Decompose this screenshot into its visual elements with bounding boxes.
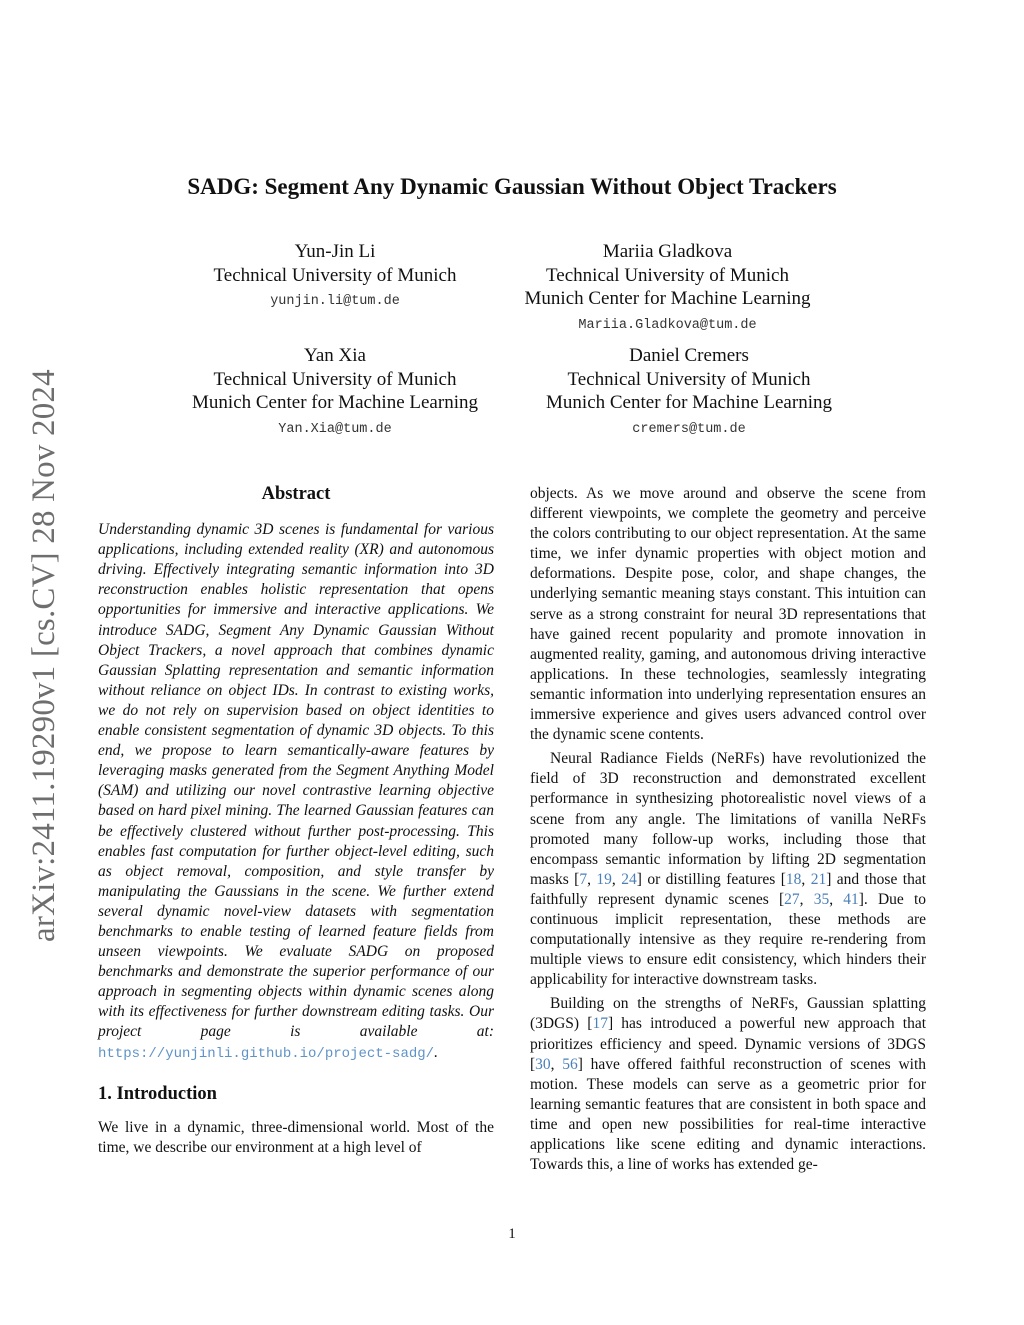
project-page-link[interactable]: https://yunjinli.github.io/project-sadg/: [98, 1045, 435, 1062]
author-email[interactable]: Mariia.Gladkova@tum.de: [578, 317, 757, 333]
author-email[interactable]: yunjin.li@tum.de: [270, 294, 400, 309]
abstract-text: [98, 520, 494, 1064]
left-column: [98, 484, 494, 1158]
page-number: 1: [508, 1226, 516, 1242]
author-name: Yun-Jin Li: [294, 241, 376, 262]
paragraph-text: ] has introduced a powerful new approach that prioritizes efficiency and speed. Dynamic versions of 3DGS [: [530, 1015, 927, 1073]
right-column: [530, 484, 926, 1175]
citation-link[interactable]: 18: [785, 870, 802, 888]
author-block: [524, 344, 854, 441]
author-affiliation: Munich Center for Machine Learning: [524, 288, 811, 309]
citation-link[interactable]: 19: [596, 870, 612, 888]
body-paragraph: objects. As we move around and observe the scene from different viewpoints, we complete the geometry and perceive the colors contributing to our object representation. At the same time, we infer dynamic properties with object motion and deformations. Despite pose, color, and shape changes, the underlying semantic meaning stays constant. This intuition can serve as a strong constraint for neural 3D representations that have gained recent popularity and promote innovation in augmented reality, gaming, and autonomous driving interactive applications. In these technologies, seamlessly integrating semantic information into underlying representation ensures an immersive experience and gives users advanced control over the dynamic scene contents.: [530, 485, 926, 744]
paragraph-text: ] or distilling features [: [636, 870, 786, 888]
author-affiliation: Technical University of Munich: [567, 368, 811, 390]
citation-link[interactable]: 7: [579, 870, 588, 888]
body-paragraph: Building on the strengths of NeRFs, Gaussian splatting (3DGS) [17] has introduced a powerful new approach that prioritizes efficiency and speed. Dynamic versions of 3DGS [30, 56] have offered faithful reconstruction of scenes with motion. These models can serve as a geometric prior for learning semantic features that are consistent in both space and time and open new possibilities for real-time interactive applications like scene editing and dynamic interactions. Towards this, a line of works has extended ge-: [530, 995, 927, 1174]
author-affiliation: Technical University of Munich: [213, 368, 457, 390]
citation-link[interactable]: 30: [535, 1055, 551, 1073]
citation-link[interactable]: 24: [621, 870, 637, 888]
author-name: Daniel Cremers: [629, 345, 749, 366]
author-block: [505, 240, 830, 337]
abstract-period: .: [434, 1043, 438, 1061]
paragraph-text: Building on the strengths of NeRFs, Gaussian splatting (3DGS) [: [530, 995, 926, 1033]
paragraph-text: ] and those that faithfully represent dynamic scenes [: [530, 870, 927, 908]
citation-link[interactable]: 27: [784, 890, 800, 908]
author-affiliation: Technical University of Munich: [546, 264, 789, 286]
body-paragraph: Neural Radiance Fields (NeRFs) have revolutionized the field of 3D reconstruction and demonstrated excellent performance in synthesizing photorealistic novel views of a scene from any angle. The limitations of vanilla NeRFs promoted many follow-up works, including those that encompass semantic information by lifting 2D segmentation masks [7, 19, 24] or distilling features [18, 21] and those that faithfully represent dynamic scenes [27, 35, 41]. Due to continuous implicit representation, these methods are computationally intensive as they require re-rendering from multiple views to ensure edit consistency, which hinders their applicability for interactive downstream tasks.: [530, 750, 927, 989]
paragraph-text: Neural Radiance Fields (NeRFs) have revolutionized the field of 3D reconstruction and demonstrated excellent performance in synthesizing photorealistic novel views of a scene from any angle. The limitations of vanilla NeRFs promoted many follow-up works, including those that encompass semantic information by lifting 2D segmentation masks [: [530, 750, 926, 888]
arxiv-identifier: arXiv:2411.19290v1 [cs.CV] 28 Nov 2024: [26, 369, 62, 942]
author-email[interactable]: cremers@tum.de: [632, 421, 746, 437]
author-block: [170, 344, 500, 441]
author-affiliation: Technical University of Munich: [213, 264, 457, 286]
author-name: Mariia Gladkova: [602, 241, 733, 262]
paragraph-text: ]. Due to continuous implicit representation, these methods are computationally intensive as they require re-rendering from multiple views to ensure edit consistency, which hinders their applicability for interactive downstream tasks.: [530, 890, 927, 989]
author-affiliation: Munich Center for Machine Learning: [546, 392, 832, 413]
citation-link[interactable]: 41: [843, 890, 859, 908]
intro-paragraph: We live in a dynamic, three-dimensional world. Most of the time, we describe our environment at a high level of: [98, 1118, 494, 1156]
author-affiliation: Munich Center for Machine Learning: [192, 392, 478, 413]
citation-link[interactable]: 21: [810, 870, 827, 888]
author-name: Yan Xia: [304, 345, 366, 366]
paper-title: SADG: Segment Any Dynamic Gaussian Without Object Trackers: [187, 174, 837, 199]
author-email[interactable]: Yan.Xia@tum.de: [278, 421, 392, 437]
section-heading-introduction: 1. Introduction: [98, 1083, 217, 1104]
paragraph-text: ] have offered faithful reconstruction of scenes with motion. These models can serve as a geometric prior for learning semantic features that are consistent in both space and time and open new possibilities for real-time interactive applications like scene editing and dynamic interactions. Towards this, a line of works has extended ge-: [530, 1055, 926, 1174]
citation-link[interactable]: 56: [562, 1055, 578, 1073]
citation-link[interactable]: 35: [813, 890, 830, 908]
abstract-heading: Abstract: [261, 484, 331, 504]
citation-link[interactable]: 17: [592, 1015, 608, 1033]
author-block: [185, 240, 485, 314]
abstract-body: Understanding dynamic 3D scenes is fundamental for various applications, including extended reality (XR) and autonomous driving. Effectively integrating semantic information into 3D reconstruction enables holistic representation that opens opportunities for immersive and interactive applications. We introduce SADG, Segment Any Dynamic Gaussian Without Object Trackers, a novel approach that combines dynamic Gaussian Splatting representation and semantic information without reliance on object IDs. In contrast to existing works, we do not rely on supervision based on object identities to enable consistent segmentation of dynamic 3D objects. To this end, we propose to learn semantically-aware features by leveraging masks generated from the Segment Anything Model (SAM) and utilizing our novel contrastive learning objective based on hard pixel mining. The learned Gaussian features can be effectively clustered without further post-processing. This enables fast computation for further object-level editing, such as object removal, composition, and style transfer by manipulating the Gaussians in the scene. We further extend several dynamic novel-view datasets with segmentation benchmarks to enable testing of learned feature fields from unseen viewpoints. We evaluate SADG on proposed benchmarks and demonstrate the superior performance of our approach in segmenting objects within dynamic scenes along with its effectiveness for further downstream editing tasks. Our project page is available at:: [98, 521, 494, 1041]
